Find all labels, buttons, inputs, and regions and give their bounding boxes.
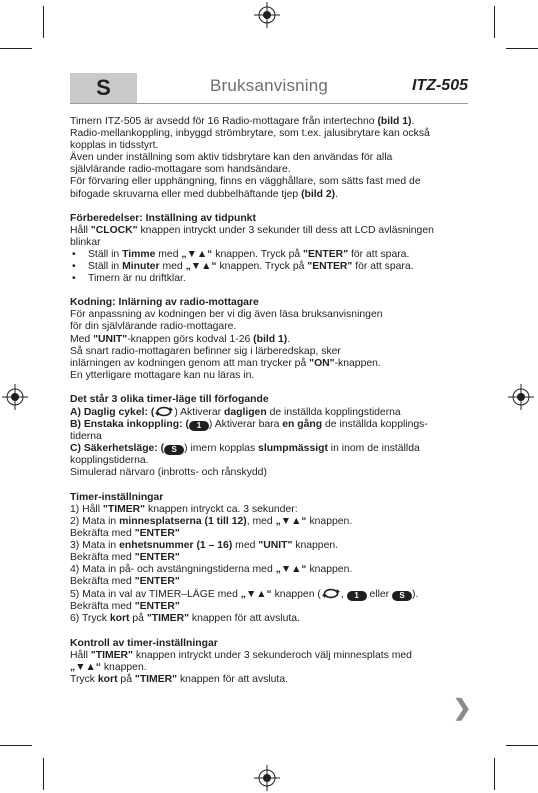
mode-c-line: C) Säkerhetsläge: ( S ) imern kopplas slumpmässigt in inom de inställda	[70, 443, 420, 455]
timer-step: 2) Mata in minnesplatserna (1 till 12), med „▼▲“ knappen.	[70, 515, 353, 527]
timer-confirm: Bekräfta med "ENTER"	[70, 576, 180, 588]
timer-step: 1) Håll "TIMER" knappen intryckt ca. 3 sekunder:	[70, 503, 298, 515]
section-heading: Kontroll av timer-inställningar	[70, 637, 218, 649]
intro-section	[70, 116, 470, 201]
manual-body	[70, 116, 470, 686]
timer-confirm: Bekräfta med "ENTER"	[70, 527, 180, 539]
registration-mark-icon	[254, 765, 280, 791]
coding-line: Så snart radio-mottagaren befinner sig i lärberedskap, sker	[70, 345, 341, 357]
mode-a-line: A) Daglig cykel: ( ) Aktiverar dagligen de inställda kopplingstiderna	[70, 406, 401, 418]
prep-section	[70, 213, 470, 286]
crop-mark-icon	[494, 758, 495, 790]
coding-line: för din självlärande radio-mottagare.	[70, 321, 237, 333]
prep-line: blinkar	[70, 236, 101, 248]
security-mode-badge: S	[392, 591, 412, 601]
mode-c-line: kopplingstiderna.	[70, 455, 149, 467]
control-section	[70, 638, 470, 686]
timer-step: 4) Mata in på- och avstängningstiderna med „▼▲“ knappen.	[70, 564, 353, 576]
daily-cycle-icon	[321, 588, 341, 599]
section-heading: Förberedelser: Inställning av tidpunkt	[70, 212, 256, 224]
control-line: Tryck kort på "TIMER" knappen för att avsluta.	[70, 673, 288, 685]
crop-mark-icon	[0, 745, 32, 746]
section-heading: Det står 3 olika timer-läge till förfogande	[70, 393, 269, 405]
mode-b-line: B) Enstaka inkoppling: ( 1 ) Aktiverar bara en gång de inställda kopplings-	[70, 419, 428, 431]
mode-b-line: tiderna	[70, 431, 102, 443]
intro-line: Även under inställning som aktiv tidsbrytare kan den användas för alla	[70, 152, 393, 164]
coding-line: inlärningen av kodningen genom att man trycker på "ON"-knappen.	[70, 357, 381, 369]
crop-mark-icon	[494, 6, 495, 38]
control-line: Håll "TIMER" knappen intryckt under 3 sekunderoch välj minnesplats med	[70, 649, 412, 661]
list-item: • Ställ in Timme med „▼▲“ knappen. Tryck på "ENTER" för att spara.	[70, 249, 470, 261]
page-title: Bruksanvisning	[210, 76, 329, 95]
next-page-icon[interactable]: ❯	[453, 695, 472, 720]
model-number: ITZ-505	[411, 77, 468, 94]
list-item: • Timern är nu driftklar.	[70, 273, 470, 285]
crop-mark-icon	[0, 48, 32, 49]
timer-step: 3) Mata in enhetsnummer (1 – 16) med "UNIT" knappen.	[70, 539, 339, 551]
crop-mark-icon	[506, 745, 538, 746]
timer-confirm: Bekräfta med "ENTER"	[70, 552, 180, 563]
timer-section	[70, 492, 470, 626]
intro-line: bifogade skruvarna eller med dubbelhäftande tjep (bild 2).	[70, 188, 339, 200]
daily-cycle-icon	[154, 406, 174, 417]
list-item: • Ställ in Minuter med „▼▲“ knappen. Tryck på "ENTER" för att spara.	[70, 261, 470, 273]
page-header	[70, 73, 468, 103]
section-heading: Timer-inställningar	[70, 491, 164, 503]
registration-mark-icon	[508, 384, 534, 410]
timer-step: 6) Tryck kort på "TIMER" knappen för att avsluta.	[70, 613, 300, 625]
timer-step: 5) Mata in val av TIMER–LÄGE med „▼▲“ knappen ( , 1 eller S ).	[70, 589, 419, 601]
intro-line: kopplas in tidsstyrt.	[70, 140, 159, 152]
mode-note: Simulerad närvaro (inbrotts- och rånskydd)	[70, 467, 267, 479]
modes-section	[70, 394, 470, 480]
timer-confirm: Bekräfta med "ENTER"	[70, 601, 180, 613]
intro-line: Timern ITZ-505 är avsedd för 16 Radio-mottagare från intertechno (bild 1).	[70, 116, 415, 127]
prep-line: Håll "CLOCK" knappen intryckt under 3 sekunder till dess att LCD avläsningen	[70, 224, 434, 236]
intro-line: självlärande radio-mottagare som handsändare.	[70, 164, 291, 176]
intro-line: Radio-mellankoppling, inbyggd strömbrytare, som t.ex. jalusibrytare kan också	[70, 128, 430, 140]
single-mode-badge: 1	[189, 421, 209, 431]
control-line: „▼▲“ knappen.	[70, 661, 147, 673]
crop-mark-icon	[506, 48, 538, 49]
coding-section	[70, 297, 470, 382]
intro-line: För förvaring eller upphängning, finns en vägghållare, som sätts fast med de	[70, 176, 421, 188]
header-divider	[70, 103, 468, 104]
coding-line: En ytterligare mottagare kan nu läras in.	[70, 369, 255, 381]
coding-line: Med "UNIT"-knappen görs kodval 1-26 (bild 1).	[70, 333, 291, 345]
section-heading: Kodning: Inlärning av radio-mottagare	[70, 297, 259, 309]
security-mode-badge: S	[164, 445, 184, 455]
registration-mark-icon	[254, 2, 280, 28]
coding-line: För anpassning av kodningen ber vi dig även läsa bruksanvisningen	[70, 309, 383, 321]
crop-mark-icon	[43, 6, 44, 38]
single-mode-badge: 1	[347, 591, 367, 601]
registration-mark-icon	[2, 384, 28, 410]
language-badge: S	[70, 73, 137, 103]
crop-mark-icon	[43, 758, 44, 790]
